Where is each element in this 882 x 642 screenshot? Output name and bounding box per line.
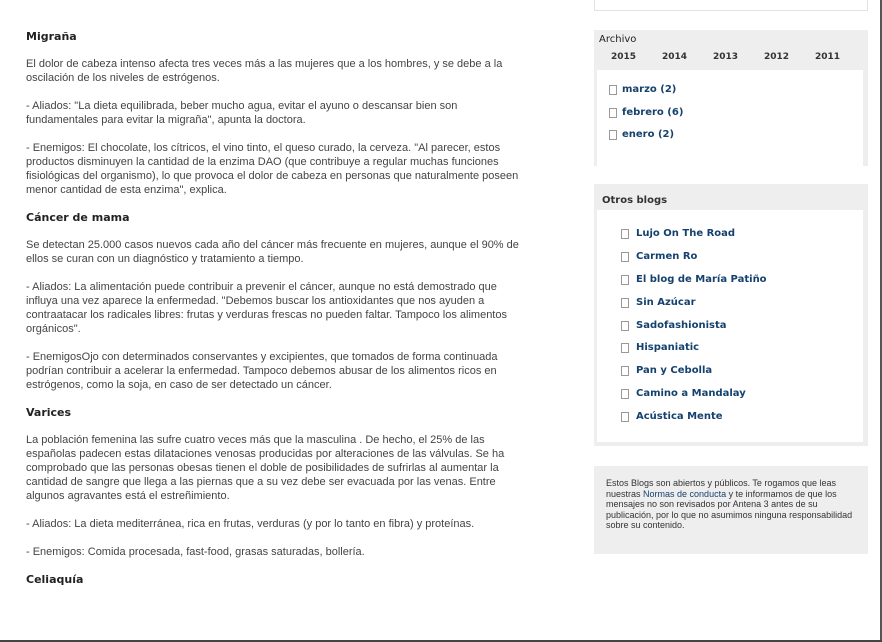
section-paragraph: - Enemigos: Comida procesada, fast-food, grasas saturadas, bollería. — [26, 546, 365, 558]
section-title: Varices — [26, 406, 72, 419]
document-icon — [621, 275, 629, 285]
other-blog-link[interactable] — [621, 228, 767, 251]
article-section — [26, 30, 526, 197]
other-blog-label: Sadofashionista — [636, 319, 727, 331]
other-blog-link[interactable] — [621, 365, 767, 388]
archive-widget — [594, 30, 868, 166]
section-title: Celiaquía — [26, 573, 84, 586]
archive-month-link[interactable] — [609, 84, 683, 107]
archive-title: Archivo — [599, 34, 637, 45]
section-title: Cáncer de mama — [26, 211, 130, 224]
archive-month-label: marzo (2) — [622, 84, 677, 95]
document-icon — [621, 298, 629, 308]
article-body — [26, 30, 526, 600]
conduct-rules-link[interactable]: Normas de conducta — [643, 488, 727, 499]
archive-month-label: enero (2) — [622, 129, 675, 140]
document-icon — [621, 252, 629, 262]
other-blog-label: Camino a Mandalay — [636, 388, 746, 400]
disclaimer-text-after: y te informamos de que los mensajes no son revisados por Antena 3 antes de su publicación, por lo que no asumimos ninguna responsabilidad sobre su contenido. — [606, 488, 853, 530]
document-icon — [609, 130, 617, 140]
archive-years — [598, 52, 858, 62]
section-paragraph: - Aliados: La dieta mediterránea, rica en frutas, verduras (y por lo tanto en fibra) y proteínas. — [26, 518, 475, 530]
other-blogs-title: Otros blogs — [602, 195, 668, 206]
other-blog-link[interactable] — [621, 274, 767, 297]
section-paragraph: - Aliados: "La dieta equilibrada, beber mucho agua, evitar el ayuno o descansar bien son fundamentales para evitar la migraña", apunta la doctora. — [26, 100, 458, 126]
other-blogs-panel — [597, 210, 863, 442]
other-blog-link[interactable] — [621, 342, 767, 365]
section-paragraph: El dolor de cabeza intenso afecta tres veces más a las mujeres que a los hombres, y se debe a la oscilación de los niveles de estrógenos. — [26, 58, 503, 84]
document-icon — [621, 366, 629, 376]
other-blog-link[interactable] — [621, 411, 767, 434]
section-paragraph: - Enemigos: El chocolate, los cítricos, el vino tinto, el queso curado, la cerveza. "Al parecer, estos productos disminuyen la cantidad de la enzima DAO (que contribuye a regular muchas funciones fisiológicas del organismo), lo que provoca el dolor de cabeza en personas que naturalmente poseen menor cantidad de esta enzima", explica. — [26, 142, 519, 196]
archive-year-tab[interactable]: 2014 — [661, 52, 688, 62]
archive-month-link[interactable] — [609, 107, 683, 130]
archive-year-tab[interactable]: 2013 — [712, 52, 739, 62]
article-section — [26, 406, 526, 559]
document-icon — [621, 389, 629, 399]
disclaimer-text-before: Estos Blogs son abiertos y públicos. Te rogamos que leas nuestras — [606, 478, 836, 499]
document-icon — [621, 321, 629, 331]
section-title: Migraña — [26, 30, 77, 43]
other-blog-link[interactable] — [621, 388, 767, 411]
archive-year-tab[interactable]: 2012 — [763, 52, 790, 62]
other-blog-label: Carmen Ro — [636, 250, 698, 262]
archive-month-label: febrero (6) — [622, 106, 684, 118]
other-blog-label: Sin Azúcar — [636, 296, 696, 308]
other-blog-label: Hispaniatic — [636, 342, 700, 354]
other-blog-label: Acústica Mente — [636, 411, 723, 423]
other-blog-label: Lujo On The Road — [636, 228, 736, 239]
archive-month-link[interactable] — [609, 129, 683, 152]
disclaimer-text — [606, 478, 858, 531]
other-blog-link[interactable] — [621, 320, 767, 343]
disclaimer-box — [594, 466, 868, 554]
other-blog-link[interactable] — [621, 251, 767, 274]
document-icon — [621, 343, 629, 353]
article-section — [26, 573, 526, 587]
other-blog-link[interactable] — [621, 297, 767, 320]
section-paragraph: Se detectan 25.000 casos nuevos cada año del cáncer más frecuente en mujeres, aunque el 90% de ellos se curan con un diagnóstico y tratamiento a tiempo. — [26, 239, 519, 265]
other-blogs-widget — [594, 184, 868, 446]
section-paragraph: - EnemigosOjo con determinados conservantes y excipientes, que tomados de forma continuada podrían contribuir a acelerar la enfermedad. Tampoco debemos abusar de los alimentos ricos en estrógenos, como la soja, en caso de ser detectado un cáncer. — [26, 351, 498, 391]
section-paragraph: - Aliados: La alimentación puede contribuir a prevenir el cáncer, aunque no está demostrado que influya una vez aparece la enfermedad. "Debemos buscar los antioxidantes que nos ayuden a contraatacar los radicales libres: frutas y verduras frescas no pueden faltar. Tampoco los alimentos orgánicos". — [26, 281, 507, 335]
other-blog-label: El blog de María Patiño — [636, 273, 767, 285]
article-section — [26, 211, 526, 392]
archive-year-tab[interactable]: 2011 — [814, 52, 841, 62]
archive-month-list — [609, 84, 683, 152]
document-icon — [609, 85, 617, 95]
previous-widget-bottom — [594, 0, 868, 11]
section-paragraph: La población femenina las sufre cuatro veces más que la masculina . De hecho, el 25% de las españolas padecen estas dilataciones venosas producidas por alteraciones de las válvulas. Se ha comprobado que las personas obesas tienen el doble de posibilidades de sufrirlas al aumentar la cantidad de sangre que llega a las piernas que a su vez debe ser evacuada por las venas. Entre algunos agravantes está el estreñimiento. — [26, 434, 505, 502]
other-blog-label: Pan y Cebolla — [636, 365, 713, 377]
other-blogs-list — [621, 228, 767, 434]
document-icon — [621, 229, 629, 239]
document-icon — [609, 108, 617, 118]
document-icon — [621, 412, 629, 422]
archive-year-tab[interactable]: 2015 — [610, 52, 637, 62]
archive-panel — [597, 70, 863, 191]
